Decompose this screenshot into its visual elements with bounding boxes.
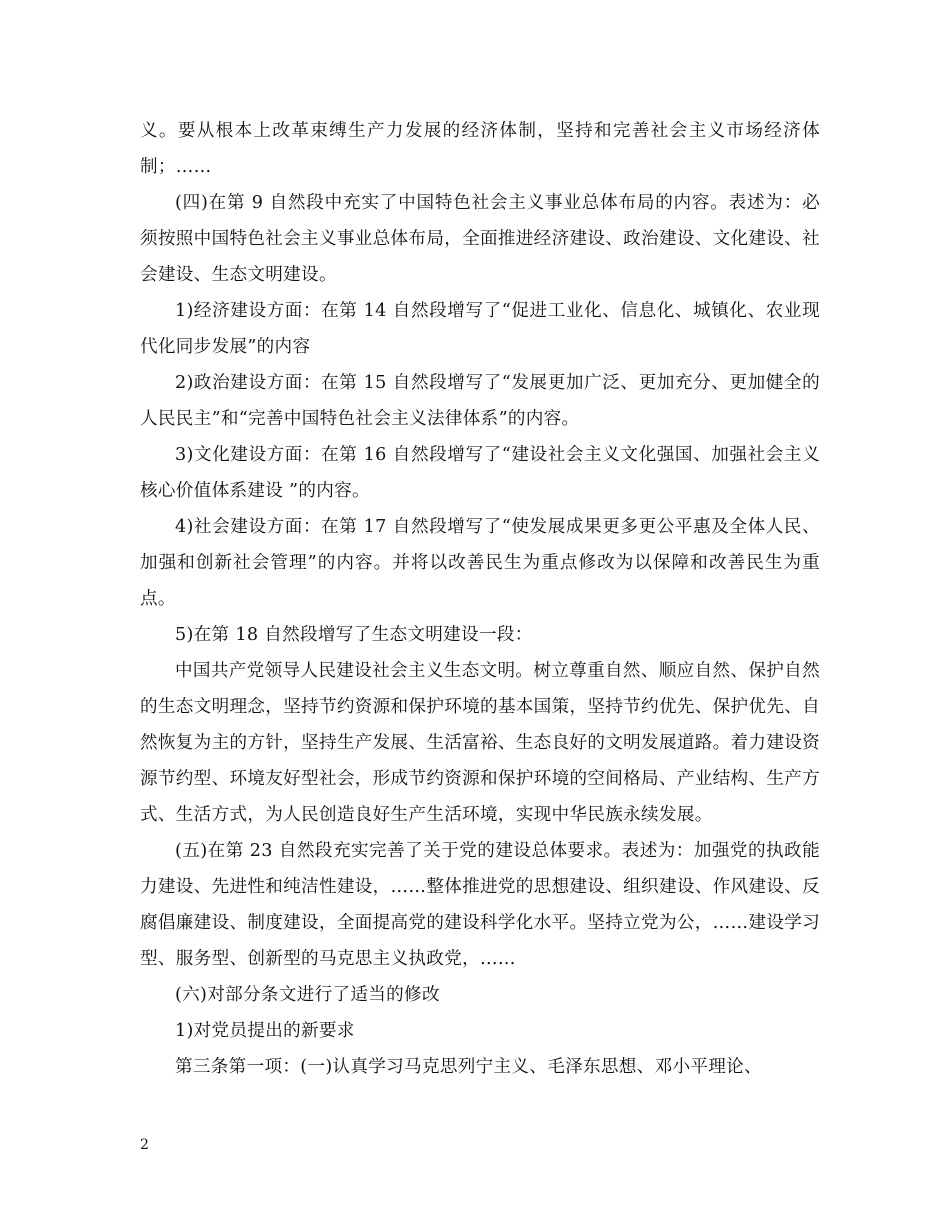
body-paragraph: 4)社会建设方面：在第 17 自然段增写了“使发展成果更多更公平惠及全体人民、加强和创新社会管理”的内容。并将以改善民生为重点修改为以保障和改善民生为重点。 [140, 517, 820, 609]
body-paragraph: (六)对部分条文进行了适当的修改 [175, 985, 440, 1005]
body-paragraph: 义。要从根本上改革束缚生产力发展的经济体制，坚持和完善社会主义市场经济体制；…… [140, 121, 820, 177]
body-paragraph: 3)文化建设方面：在第 16 自然段增写了“建设社会主义文化强国、加强社会主义核心价值体系建设 ”的内容。 [140, 445, 820, 501]
body-paragraph: (四)在第 9 自然段中充实了中国特色社会主义事业总体布局的内容。表述为：必须按照中国特色社会主义事业总体布局，全面推进经济建设、政治建设、文化建设、社会建设、生态文明建设。 [140, 193, 820, 285]
body-paragraph: (五)在第 23 自然段充实完善了关于党的建设总体要求。表述为：加强党的执政能力建设、先进性和纯洁性建设，……整体推进党的思想建设、组织建设、作风建设、反腐倡廉建设、制度建设，全面提高党的建设科学化水平。坚持立党为公，……建设学习型、服务型、创新型的马克思主义执政党，…… [140, 841, 820, 969]
body-paragraph: 5)在第 18 自然段增写了生态文明建设一段： [175, 625, 533, 645]
body-paragraph: 第三条第一项：(一)认真学习马克思列宁主义、毛泽东思想、邓小平理论、 [175, 1057, 762, 1077]
body-paragraph: 1)经济建设方面：在第 14 自然段增写了“促进工业化、信息化、城镇化、农业现代化同步发展”的内容 [140, 301, 820, 357]
body-paragraph: 中国共产党领导人民建设社会主义生态文明。树立尊重自然、顺应自然、保护自然的生态文明理念，坚持节约资源和保护环境的基本国策，坚持节约优先、保护优先、自然恢复为主的方针，坚持生产发展、生活富裕、生态良好的文明发展道路。着力建设资源节约型、环境友好型社会，形成节约资源和保护环境的空间格局、产业结构、生产方式、生活方式，为人民创造良好生产生活环境，实现中华民族永续发展。 [140, 661, 820, 825]
body-paragraph: 2)政治建设方面：在第 15 自然段增写了“发展更加广泛、更加充分、更加健全的人民民主”和“完善中国特色社会主义法律体系”的内容。 [140, 373, 820, 429]
page-body [140, 113, 820, 1085]
page-number: 2 [140, 1137, 149, 1153]
body-paragraph: 1)对党员提出的新要求 [175, 1021, 355, 1041]
